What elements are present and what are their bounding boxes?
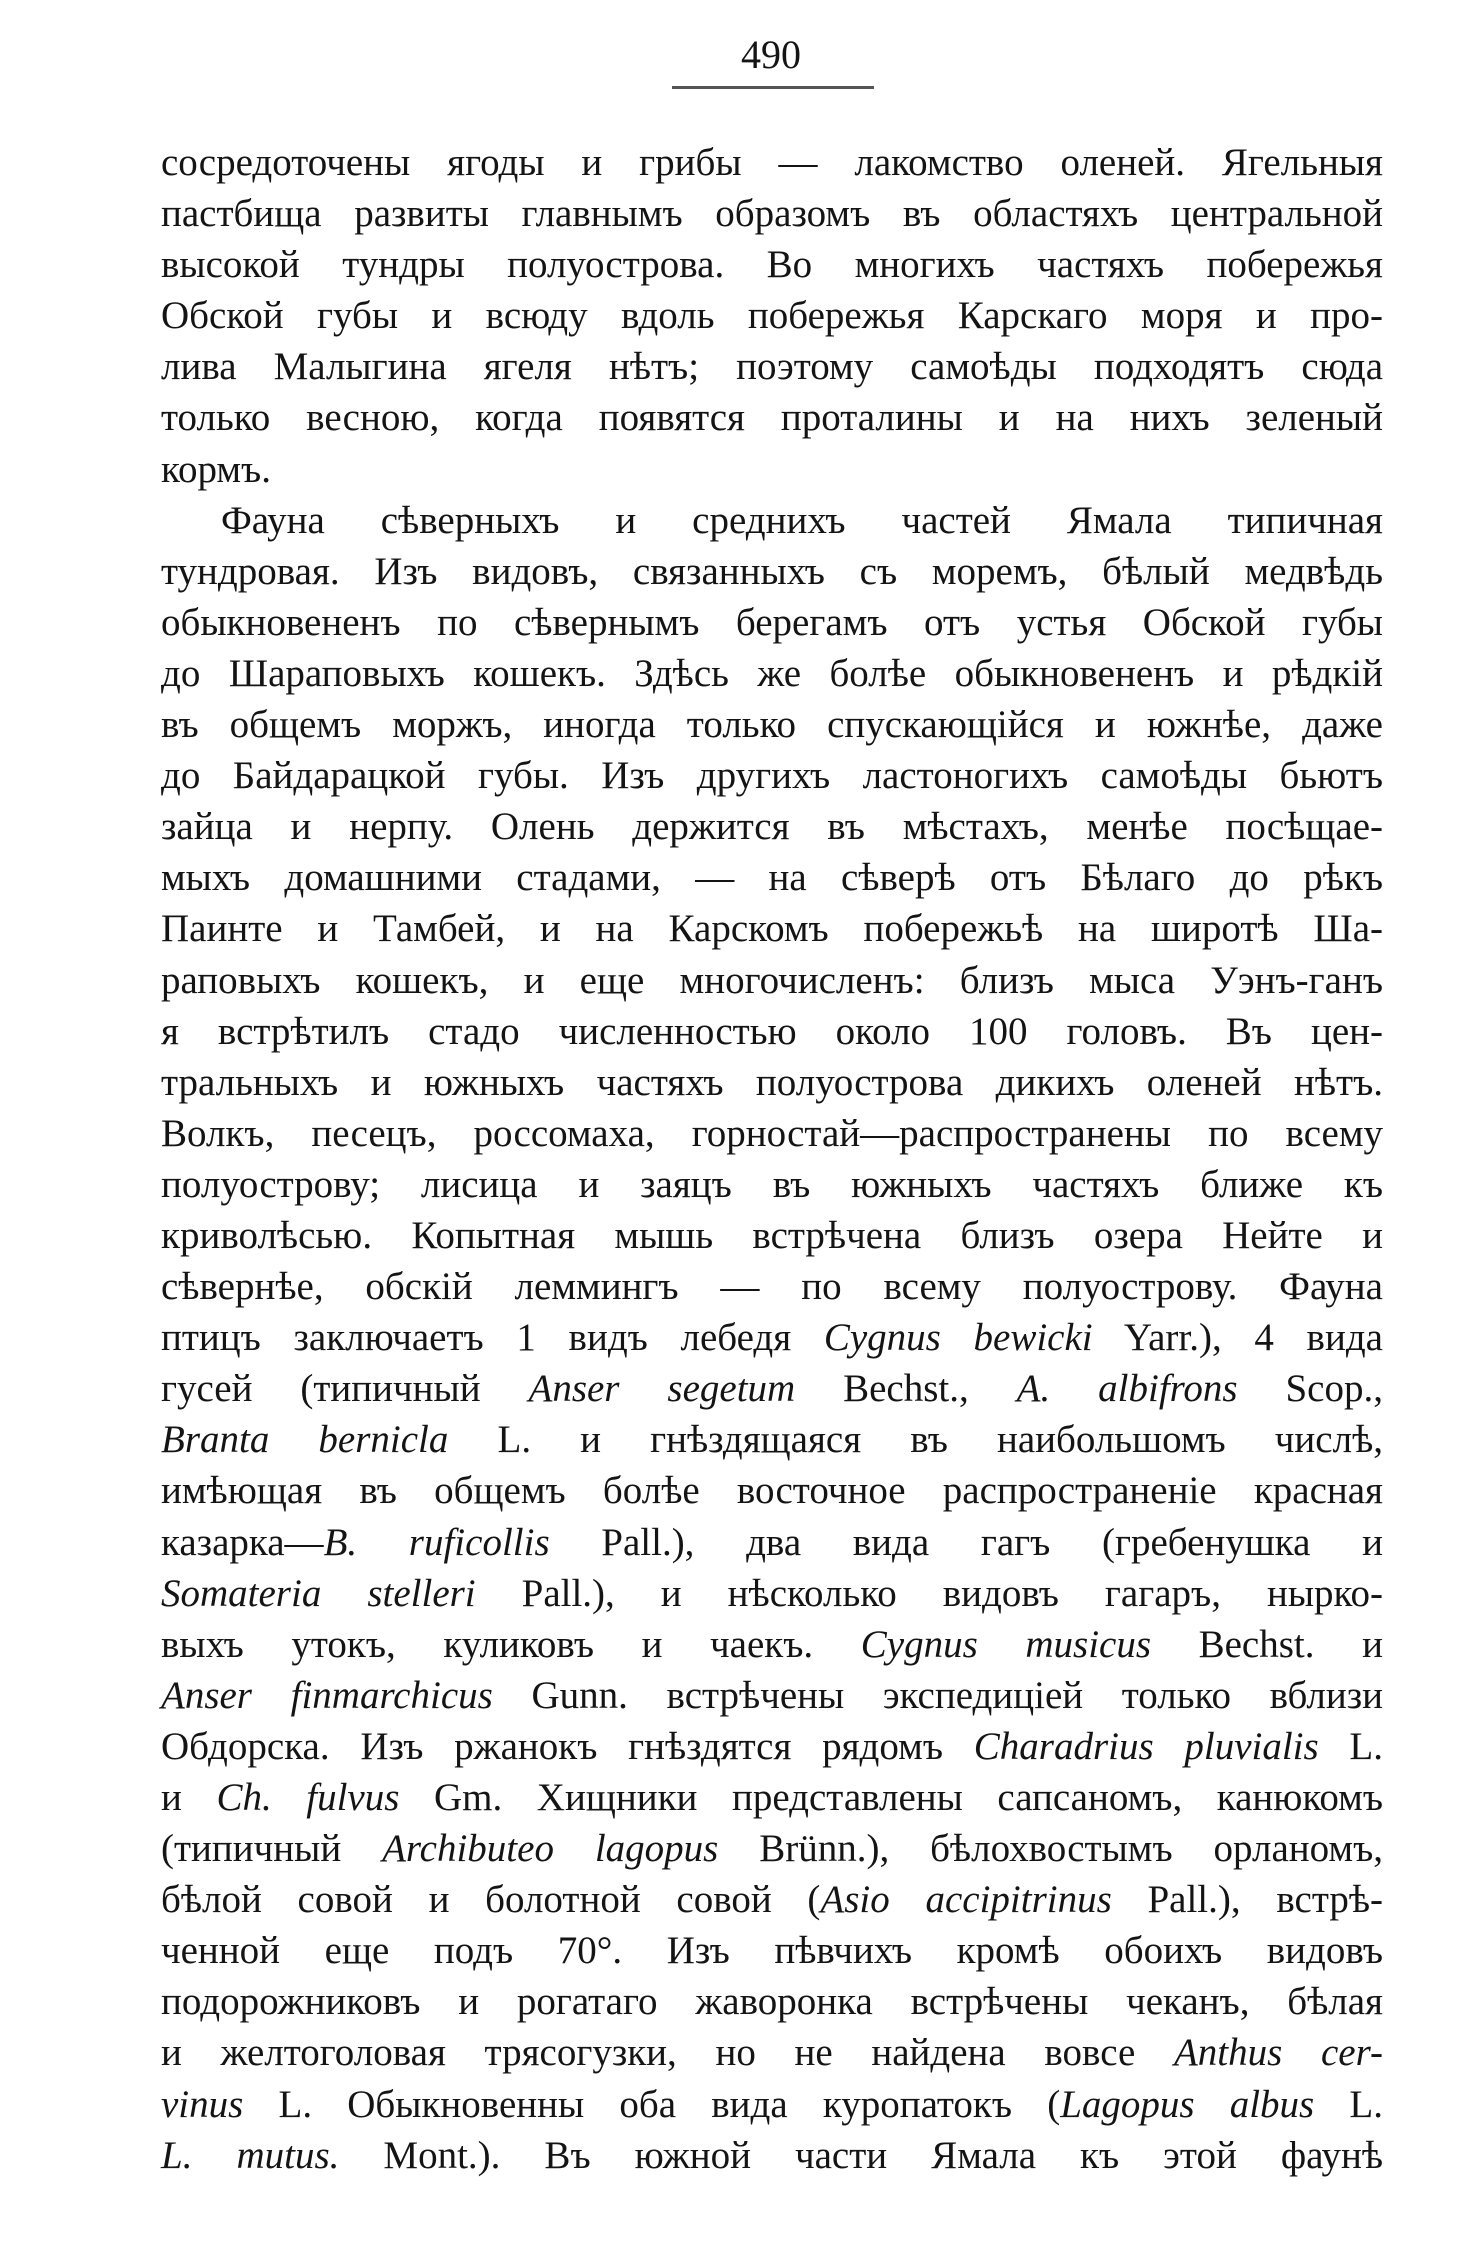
text-segment: высокой тундры полуострова. Во многихъ частяхъ побережья — [161, 243, 1383, 287]
text-segment: раповыхъ кошекъ, и еще многочисленъ: близъ мыса Уэнъ-ганъ — [161, 958, 1383, 1002]
text-segment: L. Обыкновенны оба вида куропатокъ ( — [243, 2082, 1061, 2126]
paragraph — [161, 137, 1383, 495]
text-line — [161, 1874, 1383, 1925]
latin-name-italic: Somateria stelleri — [161, 1571, 476, 1615]
text-line — [161, 903, 1383, 954]
text-line — [161, 1925, 1383, 1976]
text-segment: пастбища развиты главнымъ образомъ въ областяхъ центральной — [161, 192, 1383, 236]
text-line — [161, 2130, 1383, 2181]
text-segment: кормъ. — [161, 447, 271, 491]
text-segment: птицъ заключаетъ 1 видъ лебедя — [161, 1316, 824, 1360]
text-segment: зайца и нерпу. Олень держится въ мѣстахъ, менѣе посѣщае- — [161, 805, 1383, 849]
text-segment: Brünn.), бѣлохвостымъ орланомъ, — [718, 1827, 1383, 1871]
text-segment: ченной еще подъ 70°. Изъ пѣвчихъ кромѣ обоихъ видовъ — [161, 1929, 1383, 1973]
latin-name-italic: Lagopus albus — [1060, 2082, 1315, 2126]
text-line — [161, 392, 1383, 443]
text-segment: Scop., — [1237, 1367, 1383, 1411]
latin-name-italic: Anser segetum — [528, 1367, 796, 1411]
text-segment: (типичный — [161, 1827, 383, 1871]
text-segment: Паинте и Тамбей, и на Карскомъ побережьѣ на широтѣ Ша- — [161, 907, 1383, 951]
text-line — [161, 1414, 1383, 1465]
text-segment: Pall.), и нѣсколько видовъ гагаръ, нырко- — [475, 1571, 1383, 1615]
text-segment: имѣющая въ общемъ болѣе восточное распространеніе красная — [161, 1469, 1383, 1513]
text-line — [161, 341, 1383, 392]
text-line — [161, 1517, 1383, 1568]
body-text — [161, 137, 1383, 2181]
text-line — [161, 1108, 1383, 1159]
latin-name-italic: Archibuteo lagopus — [382, 1827, 719, 1871]
latin-name-italic: vinus — [161, 2082, 244, 2126]
text-segment: Pall.), два вида гагъ (гребенушка и — [549, 1520, 1383, 1564]
text-segment: бѣлой совой и болотной совой ( — [161, 1878, 821, 1922]
text-segment: только весною, когда появятся проталины и на нихъ зеленый — [161, 396, 1383, 440]
text-line — [161, 290, 1383, 341]
text-line — [161, 648, 1383, 699]
text-segment: въ общемъ моржъ, иногда только спускающійся и южнѣе, даже — [161, 703, 1383, 747]
text-segment: сосредоточены ягоды и грибы — лакомство оленей. Ягельныя — [161, 141, 1383, 184]
text-line — [161, 1670, 1383, 1721]
text-segment: я встрѣтилъ стадо численностью около 100 головъ. Въ цен- — [161, 1009, 1383, 1053]
text-segment: L. — [1318, 1724, 1383, 1768]
text-segment: Bechst. и — [1151, 1622, 1383, 1666]
latin-name-italic: Asio accipitrinus — [820, 1878, 1112, 1922]
text-line — [161, 852, 1383, 903]
text-segment: L. — [1314, 2082, 1383, 2126]
text-line — [161, 1721, 1383, 1772]
text-line — [161, 1363, 1383, 1414]
latin-name-italic: Branta bernicla — [161, 1418, 449, 1462]
text-segment: выхъ утокъ, куликовъ и чаекъ. — [161, 1622, 861, 1666]
text-segment: Yarr.), 4 вида — [1092, 1316, 1383, 1360]
latin-name-italic: Ch. fulvus — [216, 1776, 400, 1819]
text-segment: Gunn. встрѣчены экспедиціей только вблизи — [492, 1673, 1384, 1717]
text-line — [161, 597, 1383, 648]
latin-name-italic: Charadrius pluvialis — [973, 1724, 1319, 1768]
text-line — [161, 1465, 1383, 1516]
text-line — [161, 444, 1383, 495]
text-segment: Фауна сѣверныхъ и среднихъ частей Ямала типичная — [221, 498, 1383, 542]
text-segment: сѣвернѣе, обскій леммингъ — по всему полуострову. Фауна — [161, 1265, 1383, 1309]
text-line — [161, 495, 1383, 546]
text-line — [161, 1823, 1383, 1874]
text-segment: L. и гнѣздящаяся въ наибольшомъ числѣ, — [448, 1418, 1383, 1462]
latin-name-italic: A. albifrons — [1016, 1367, 1238, 1411]
text-segment: Обдорска. Изъ ржанокъ гнѣздятся рядомъ — [161, 1724, 974, 1768]
page-number-rule — [672, 86, 874, 89]
text-line — [161, 239, 1383, 290]
text-segment: Обской губы и всюду вдоль побережья Карскаго моря и про- — [161, 294, 1383, 338]
text-segment: тундровая. Изъ видовъ, связанныхъ съ моремъ, бѣлый медвѣдь — [161, 549, 1383, 593]
latin-name-italic: Anser finmarchicus — [161, 1673, 493, 1717]
text-segment: Mont.). Въ южной части Ямала къ этой фаунѣ — [339, 2133, 1383, 2177]
latin-name-italic: Cygnus musicus — [860, 1622, 1152, 1666]
text-segment: тральныхъ и южныхъ частяхъ полуострова дикихъ оленей нѣтъ. — [161, 1060, 1383, 1104]
text-line — [161, 801, 1383, 852]
latin-name-italic: B. ruficollis — [323, 1520, 550, 1564]
text-segment: подорожниковъ и рогатаго жаворонка встрѣчены чеканъ, бѣлая — [161, 1980, 1383, 2024]
text-segment: казарка— — [161, 1520, 324, 1564]
text-line — [161, 1976, 1383, 2027]
text-segment: Волкъ, песецъ, россомаха, горностай—распространены по всему — [161, 1111, 1383, 1155]
text-segment: мыхъ домашними стадами, — на сѣверѣ отъ Бѣлаго до рѣкъ — [161, 856, 1383, 900]
latin-name-italic: L. mutus. — [161, 2133, 340, 2177]
paragraph — [161, 495, 1383, 2181]
text-segment: полуострову; лисица и заяцъ въ южныхъ частяхъ ближе къ — [161, 1162, 1383, 1206]
text-line — [161, 2027, 1383, 2078]
text-line — [161, 1261, 1383, 1312]
text-line — [161, 1006, 1383, 1057]
latin-name-italic: Anthus cer- — [1173, 2031, 1383, 2075]
text-line — [161, 1159, 1383, 1210]
text-line — [161, 2079, 1383, 2130]
text-line — [161, 955, 1383, 1006]
text-line — [161, 137, 1383, 188]
text-line — [161, 188, 1383, 239]
text-segment: Gm. Хищники представлены сапсаномъ, канюкомъ — [399, 1776, 1384, 1819]
text-segment: обыкновененъ по сѣвернымъ берегамъ отъ устья Обской губы — [161, 600, 1383, 644]
text-line — [161, 546, 1383, 597]
latin-name-italic: Cygnus bewicki — [823, 1316, 1093, 1360]
text-segment: лива Малыгина ягеля нѣтъ; поэтому самоѣды подходятъ сюда — [161, 345, 1383, 389]
text-segment: Bechst., — [795, 1367, 1017, 1411]
text-line — [161, 1772, 1383, 1823]
text-segment: до Шараповыхъ кошекъ. Здѣсь же болѣе обыкновененъ и рѣдкій — [161, 651, 1383, 695]
text-line — [161, 1057, 1383, 1108]
text-segment: гусей (типичный — [161, 1367, 529, 1411]
text-line — [161, 1210, 1383, 1261]
text-segment: криволѣсью. Копытная мышь встрѣчена близъ озера Нейте и — [161, 1213, 1383, 1257]
text-segment: и — [161, 1776, 217, 1819]
text-segment: и желтоголовая трясогузки, но не найдена вовсе — [161, 2031, 1174, 2075]
text-line — [161, 699, 1383, 750]
text-segment: до Байдарацкой губы. Изъ другихъ ластоногихъ самоѣды бьютъ — [161, 754, 1383, 798]
text-line — [161, 1568, 1383, 1619]
text-segment: Pall.), встрѣ- — [1111, 1878, 1384, 1922]
page-number: 490 — [741, 32, 801, 77]
text-line — [161, 1312, 1383, 1363]
text-line — [161, 1619, 1383, 1670]
text-line — [161, 750, 1383, 801]
